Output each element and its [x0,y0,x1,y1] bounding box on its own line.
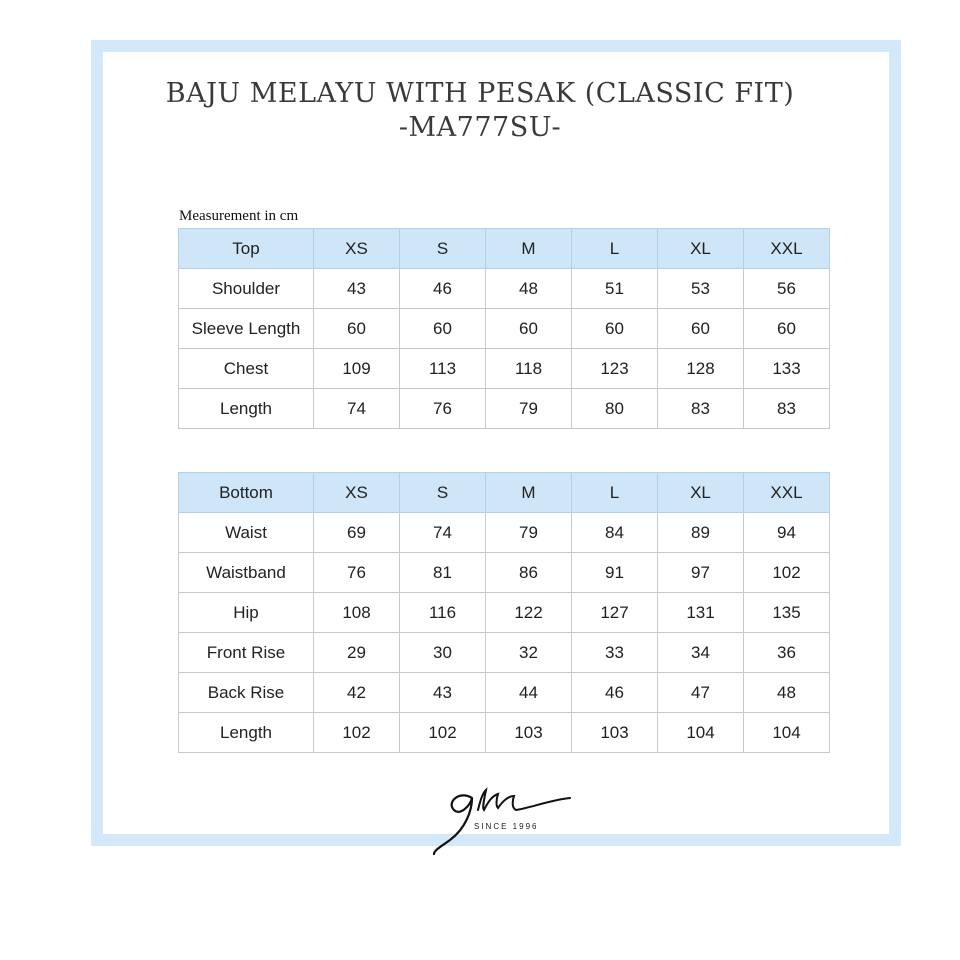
measurement-value: 127 [572,593,658,633]
measurement-value: 86 [486,553,572,593]
measurement-value: 94 [744,513,830,553]
measurement-label: Hip [179,593,314,633]
measurement-value: 60 [486,309,572,349]
table-row [179,553,830,593]
measurement-value: 60 [744,309,830,349]
measurement-value: 123 [572,349,658,389]
measurement-value: 83 [658,389,744,429]
measurement-value: 60 [400,309,486,349]
size-header: XS [314,229,400,269]
size-header: M [486,229,572,269]
measurement-value: 83 [744,389,830,429]
size-header: M [486,473,572,513]
brand-logo [420,780,580,860]
measurement-value: 103 [486,713,572,753]
measurement-value: 122 [486,593,572,633]
measurement-label: Length [179,713,314,753]
measurement-value: 46 [400,269,486,309]
measurement-value: 32 [486,633,572,673]
measurement-value: 46 [572,673,658,713]
measurement-value: 102 [314,713,400,753]
measurement-value: 60 [572,309,658,349]
measurement-value: 51 [572,269,658,309]
bottom-header-label: Bottom [179,473,314,513]
measurement-value: 79 [486,389,572,429]
size-header: XXL [744,473,830,513]
table-row [179,673,830,713]
top-size-table [178,228,830,429]
table-row [179,269,830,309]
table-row [179,389,830,429]
size-header: S [400,473,486,513]
measurement-value: 69 [314,513,400,553]
brand-tagline: SINCE 1996 [474,822,539,831]
size-header: S [400,229,486,269]
measurement-value: 133 [744,349,830,389]
measurement-value: 48 [486,269,572,309]
measurement-value: 131 [658,593,744,633]
measurement-value: 116 [400,593,486,633]
measurement-value: 56 [744,269,830,309]
measurement-label: Shoulder [179,269,314,309]
measurement-value: 42 [314,673,400,713]
table-row [179,513,830,553]
table-row [179,633,830,673]
product-code: -MA777SU- [398,112,562,143]
measurement-caption: Measurement in cm [179,208,299,224]
measurement-value: 80 [572,389,658,429]
table-row [179,309,830,349]
measurement-value: 108 [314,593,400,633]
measurement-value: 84 [572,513,658,553]
measurement-label: Length [179,389,314,429]
top-header-label: Top [179,229,314,269]
measurement-label: Front Rise [179,633,314,673]
page-title: BAJU MELAYU WITH PESAK (CLASSIC FIT) [165,78,795,109]
size-header: L [572,473,658,513]
measurement-value: 53 [658,269,744,309]
measurement-value: 91 [572,553,658,593]
table-row [179,593,830,633]
measurement-value: 135 [744,593,830,633]
bottom-header-row [179,473,830,513]
measurement-value: 89 [658,513,744,553]
measurement-value: 74 [400,513,486,553]
measurement-value: 81 [400,553,486,593]
measurement-value: 47 [658,673,744,713]
measurement-label: Back Rise [179,673,314,713]
measurement-value: 43 [314,269,400,309]
measurement-value: 109 [314,349,400,389]
measurement-label: Sleeve Length [179,309,314,349]
measurement-value: 76 [400,389,486,429]
measurement-value: 113 [400,349,486,389]
measurement-value: 104 [744,713,830,753]
measurement-value: 128 [658,349,744,389]
measurement-value: 30 [400,633,486,673]
measurement-value: 34 [658,633,744,673]
measurement-value: 44 [486,673,572,713]
measurement-value: 33 [572,633,658,673]
measurement-value: 43 [400,673,486,713]
measurement-value: 97 [658,553,744,593]
measurement-label: Chest [179,349,314,389]
measurement-value: 103 [572,713,658,753]
measurement-value: 76 [314,553,400,593]
measurement-label: Waistband [179,553,314,593]
measurement-value: 102 [744,553,830,593]
measurement-label: Waist [179,513,314,553]
measurement-value: 60 [658,309,744,349]
size-header: XL [658,229,744,269]
table-row [179,713,830,753]
measurement-value: 60 [314,309,400,349]
table-row [179,349,830,389]
size-header: L [572,229,658,269]
bottom-size-table [178,472,830,753]
size-header: XS [314,473,400,513]
measurement-value: 36 [744,633,830,673]
size-header: XL [658,473,744,513]
measurement-value: 118 [486,349,572,389]
measurement-value: 104 [658,713,744,753]
measurement-value: 48 [744,673,830,713]
measurement-value: 79 [486,513,572,553]
measurement-value: 29 [314,633,400,673]
size-header: XXL [744,229,830,269]
measurement-value: 74 [314,389,400,429]
top-header-row [179,229,830,269]
measurement-value: 102 [400,713,486,753]
